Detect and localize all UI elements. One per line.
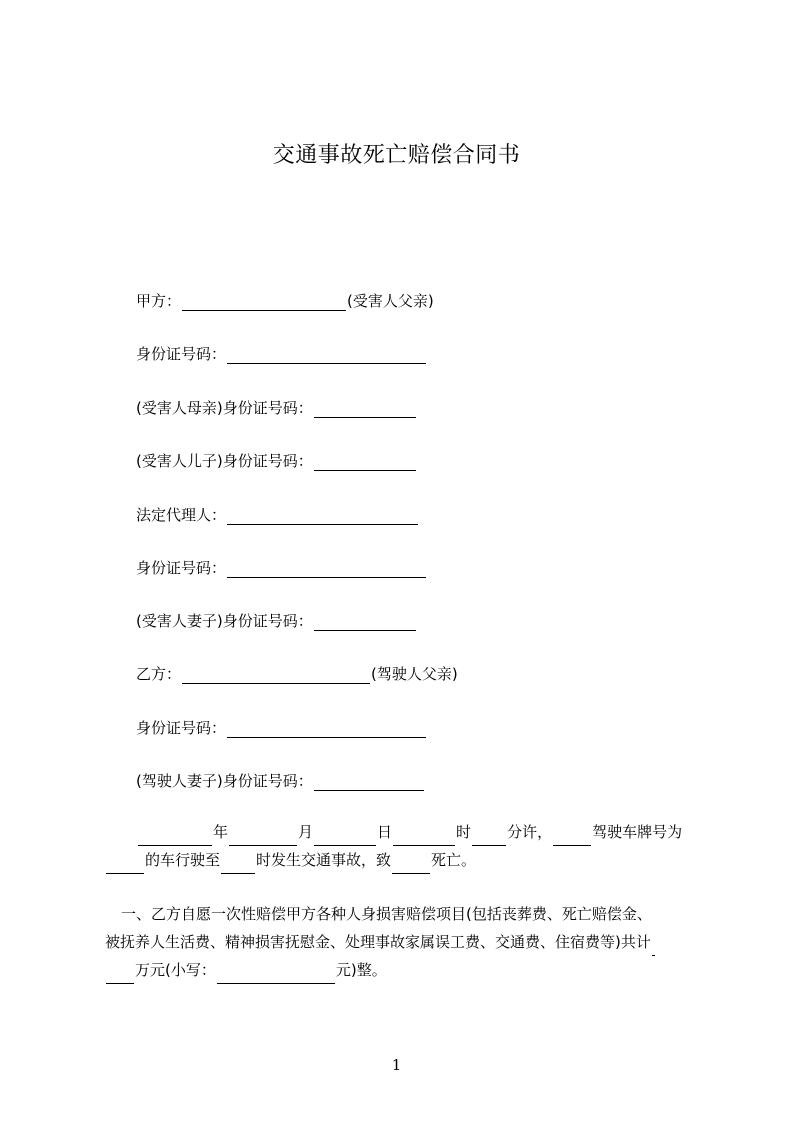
total-yuan-blank[interactable]: [217, 967, 335, 984]
victim-mother-id-blank[interactable]: [314, 401, 416, 418]
accident-row-2: [105, 846, 703, 874]
field-label: 身份证号码：: [136, 719, 227, 737]
victim-wife-id-line: [136, 611, 417, 631]
field-label: (受害人妻子)身份证号码：: [136, 612, 313, 630]
victim-son-id-blank[interactable]: [314, 454, 416, 471]
field-label: (驾驶人妻子)身份证号码：: [136, 772, 313, 790]
field-suffix: (驾驶人父亲): [371, 665, 458, 683]
id-number-blank-1[interactable]: [227, 347, 426, 364]
day-label: 日: [377, 823, 393, 841]
clause-1-row-1: [105, 900, 703, 928]
month-label: 月: [298, 823, 314, 841]
field-label: 身份证号码：: [136, 345, 227, 363]
field-label: 乙方：: [136, 665, 182, 683]
victim-wife-id-blank[interactable]: [314, 614, 416, 631]
field-label: 身份证号码：: [136, 559, 227, 577]
total-wan-blank[interactable]: [106, 967, 134, 984]
driver-wife-id-line: [136, 771, 425, 791]
driver-wife-id-blank[interactable]: [314, 774, 424, 791]
day-blank[interactable]: [314, 829, 376, 846]
clause-1-row-2: [105, 928, 703, 956]
year-label: 年: [213, 823, 229, 841]
clause-1-row-3: [105, 956, 703, 984]
minute-label: 分许，: [507, 823, 553, 841]
plate-label: 驾驶车牌号为: [592, 823, 683, 841]
hour-blank[interactable]: [393, 829, 455, 846]
clause-1-paragraph: [105, 900, 703, 984]
total-lead-blank[interactable]: [652, 939, 655, 956]
month-blank[interactable]: [229, 829, 297, 846]
party-a-line: [136, 291, 434, 311]
id-number-blank-3[interactable]: [227, 721, 426, 738]
driver-name-blank[interactable]: [553, 829, 591, 846]
legal-agent-blank[interactable]: [227, 508, 418, 525]
location-blank[interactable]: [221, 857, 255, 874]
field-label: (受害人儿子)身份证号码：: [136, 452, 313, 470]
hour-label: 时: [456, 823, 472, 841]
minute-blank[interactable]: [472, 829, 506, 846]
victim-mother-id-line: [136, 398, 417, 418]
death-label: 死亡。: [431, 851, 477, 869]
party-b-line: [136, 664, 458, 684]
happen-label: 时发生交通事故，致: [256, 851, 392, 869]
id-number-line-3: [136, 718, 427, 738]
field-label: 甲方：: [136, 292, 182, 310]
party-b-blank[interactable]: [182, 667, 370, 684]
id-number-blank-2[interactable]: [227, 561, 426, 578]
clause-1-line-2: 被抚养人生活费、精神损害抚慰金、处理事故家属误工费、交通费、住宿费等)共计: [105, 933, 651, 951]
document-title: 交通事故死亡赔偿合同书: [272, 143, 521, 168]
accident-paragraph: [105, 818, 703, 874]
yuan-label: 元)整。: [335, 961, 387, 979]
plate-blank[interactable]: [106, 857, 144, 874]
accident-row-1: [105, 818, 703, 846]
party-a-blank[interactable]: [182, 294, 346, 311]
car-to-label: 的车行驶至: [145, 851, 221, 869]
clause-1-line-1: 一、乙方自愿一次性赔偿甲方各种人身损害赔偿项目(包括丧葬费、死亡赔偿金、: [121, 905, 652, 923]
id-number-line-2: [136, 558, 427, 578]
wan-label: 万元(小写：: [135, 961, 216, 979]
page-number: 1: [391, 1056, 402, 1074]
field-label: 法定代理人：: [136, 506, 227, 524]
legal-agent-line: [136, 505, 419, 525]
field-suffix: (受害人父亲): [347, 292, 434, 310]
victim-name-blank[interactable]: [392, 857, 430, 874]
year-blank[interactable]: [138, 829, 212, 846]
field-label: (受害人母亲)身份证号码：: [136, 399, 313, 417]
victim-son-id-line: [136, 451, 417, 471]
id-number-line-1: [136, 344, 427, 364]
